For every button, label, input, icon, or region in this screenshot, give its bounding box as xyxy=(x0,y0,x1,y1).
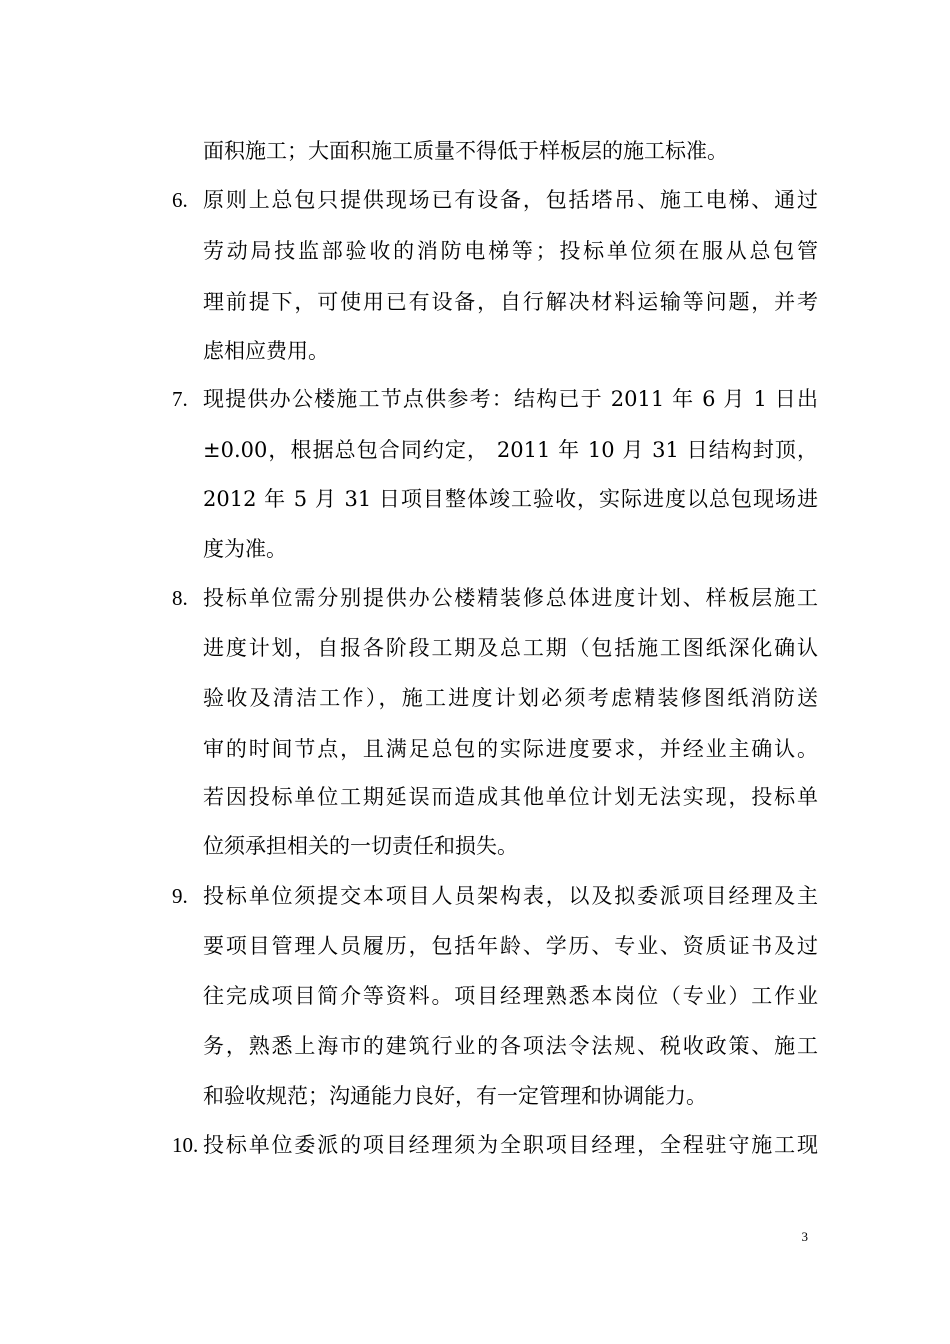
paragraph-line: 务，熟悉上海市的建筑行业的各项法令法规、税收政策、施工 xyxy=(203,1034,818,1058)
list-number: 10. xyxy=(172,1133,199,1157)
paragraph-line: 原则上总包只提供现场已有设备，包括塔吊、施工电梯、通过 xyxy=(203,188,818,212)
paragraph-line: 投标单位需分别提供办公楼精装修总体进度计划、样板层施工 xyxy=(203,586,818,610)
paragraph-line: 投标单位须提交本项目人员架构表，以及拟委派项目经理及主 xyxy=(203,884,818,908)
paragraph-line: 现提供办公楼施工节点供参考：结构已于 2011 年 6 月 1 日出 xyxy=(203,387,818,411)
paragraph-line: 面积施工；大面积施工质量不得低于样板层的施工标准。 xyxy=(203,139,728,163)
paragraph-line: 进度计划，自报各阶段工期及总工期（包括施工图纸深化确认 xyxy=(203,636,818,660)
paragraph-line: 理前提下，可使用已有设备，自行解决材料运输等问题，并考 xyxy=(203,290,818,314)
paragraph-line: 往完成项目简介等资料。项目经理熟悉本岗位（专业）工作业 xyxy=(203,984,818,1008)
paragraph-line: 若因投标单位工期延误而造成其他单位计划无法实现，投标单 xyxy=(203,785,818,809)
paragraph-line: 投标单位委派的项目经理须为全职项目经理，全程驻守施工现 xyxy=(203,1133,818,1157)
paragraph-line: 虑相应费用。 xyxy=(203,339,329,363)
paragraph-line: 度为准。 xyxy=(203,537,287,561)
paragraph-line: 验收及清洁工作），施工进度计划必须考虑精装修图纸消防送 xyxy=(203,686,818,710)
paragraph-line: 2012 年 5 月 31 日项目整体竣工验收，实际进度以总包现场进 xyxy=(203,487,818,511)
list-number: 8. xyxy=(172,586,188,610)
paragraph-line: 要项目管理人员履历，包括年龄、学历、专业、资质证书及过 xyxy=(203,934,818,958)
list-number: 9. xyxy=(172,884,188,908)
paragraph-line: 劳动局技监部验收的消防电梯等；投标单位须在服从总包管 xyxy=(203,239,818,263)
paragraph-line: 位须承担相关的一切责任和损失。 xyxy=(203,834,518,858)
paragraph-line: ±0.00，根据总包合同约定， 2011 年 10 月 31 日结构封顶， xyxy=(203,438,818,462)
list-number: 7. xyxy=(172,387,188,411)
paragraph-line: 审的时间节点，且满足总包的实际进度要求，并经业主确认。 xyxy=(203,737,818,761)
paragraph-line: 和验收规范；沟通能力良好，有一定管理和协调能力。 xyxy=(203,1084,707,1108)
page-number: 3 xyxy=(801,1229,808,1244)
list-number: 6. xyxy=(172,188,188,212)
